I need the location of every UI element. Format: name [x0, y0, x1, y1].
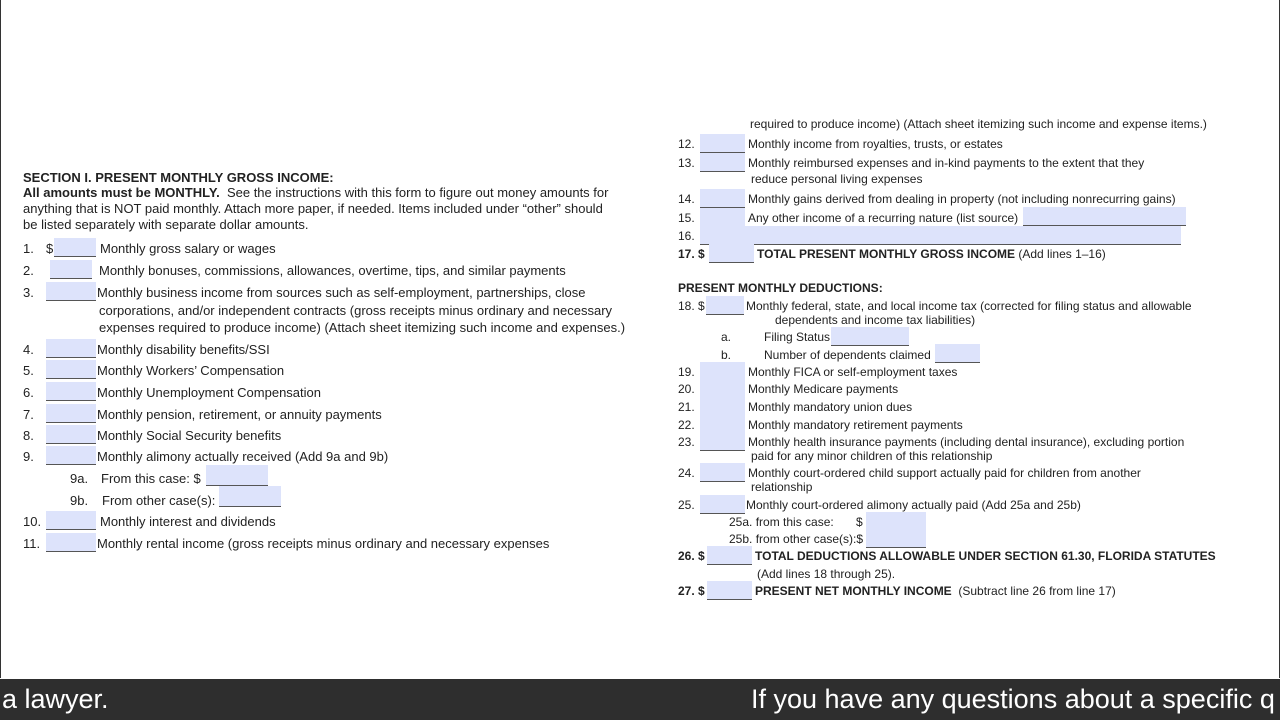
line-3-label-3: expenses required to produce income) (Attach sheet itemizing such income and expenses.): [99, 320, 626, 335]
line-21-num: 21.: [678, 400, 695, 414]
dependents-field[interactable]: [935, 344, 980, 363]
line-19-num: 19.: [678, 365, 695, 379]
line-27-num: 27. $: [678, 584, 705, 598]
line-13-num: 13.: [678, 156, 695, 170]
line-2-label: Monthly bonuses, commissions, allowances, overtime, tips, and similar payments: [99, 263, 566, 278]
line-20-num: 20.: [678, 382, 695, 396]
line-10-num: 10.: [23, 514, 42, 529]
line-23-label-2: paid for any minor children of this relationship: [751, 449, 993, 463]
line-15-source-field[interactable]: [1023, 207, 1186, 226]
line-17-field[interactable]: [709, 244, 754, 263]
line-8-label: Monthly Social Security benefits: [97, 428, 282, 443]
line-21-field[interactable]: [700, 397, 745, 416]
line-12-label: Monthly income from royalties, trusts, or estates: [748, 137, 1003, 151]
line-18b-num: b.: [721, 348, 732, 362]
section-title: SECTION I. PRESENT MONTHLY GROSS INCOME:: [23, 170, 334, 185]
line-18-label: Monthly federal, state, and local income tax (corrected for filing status and allowable: [746, 299, 1192, 313]
line-26-label: TOTAL DEDUCTIONS ALLOWABLE UNDER SECTION 61.30, FLORIDA STATUTES: [755, 549, 1216, 563]
line-25-num: 25.: [678, 498, 695, 512]
line-10-label: Monthly interest and dividends: [100, 514, 276, 529]
line-18-field[interactable]: [706, 296, 744, 315]
line-22-num: 22.: [678, 418, 695, 432]
line-3-field[interactable]: [46, 282, 96, 301]
line-2-num: 2.: [23, 263, 34, 278]
line-6-label: Monthly Unemployment Compensation: [97, 385, 321, 400]
line-19-label: Monthly FICA or self-employment taxes: [748, 365, 958, 379]
line-15-num: 15.: [678, 211, 695, 225]
caption-bar: [0, 679, 1280, 720]
intro-text-1: See the instructions with this form to figure out money amounts for: [226, 185, 609, 200]
line-5-num: 5.: [23, 363, 34, 378]
line-24-label: Monthly court-ordered child support actually paid for children from another: [748, 466, 1141, 480]
line-25a-label: 25a. from this case:: [729, 515, 834, 529]
line-11-field[interactable]: [46, 533, 96, 552]
line-16-field[interactable]: [700, 226, 1181, 245]
line-9a-num: 9a.: [70, 471, 89, 486]
line-26-label-2: (Add lines 18 through 25).: [757, 567, 896, 581]
line-8-field[interactable]: [46, 425, 96, 444]
line-18a-label: Filing Status: [764, 330, 831, 344]
line-9b-field[interactable]: [219, 486, 281, 507]
line-25b-field[interactable]: [866, 529, 926, 548]
line-25b-label: 25b. from other case(s):$: [729, 532, 864, 546]
line-6-num: 6.: [23, 385, 34, 400]
line-14-field[interactable]: [700, 189, 745, 208]
line-27-note: (Subtract line 26 from line 17): [958, 584, 1116, 598]
line-9a-label: From this case: $: [101, 471, 201, 486]
line-10-field[interactable]: [46, 511, 96, 530]
line-9-num: 9.: [23, 449, 34, 464]
line-7-label: Monthly pension, retirement, or annuity payments: [97, 407, 382, 422]
line-4-field[interactable]: [46, 339, 96, 358]
line-26-num: 26. $: [678, 549, 705, 563]
line-13-label-2: reduce personal living expenses: [751, 172, 923, 186]
line-17-num: 17. $: [678, 247, 705, 261]
filing-status-field[interactable]: [831, 327, 909, 346]
line-1-field[interactable]: [54, 238, 96, 257]
line-27-title: PRESENT NET MONTHLY INCOME: [755, 584, 952, 598]
line-16-num: 16.: [678, 229, 695, 243]
line-15-label: Any other income of a recurring nature (list source): [748, 211, 1019, 225]
line-18a-num: a.: [721, 330, 732, 344]
line-4-label: Monthly disability benefits/SSI: [97, 342, 270, 357]
line-13-field[interactable]: [700, 153, 745, 172]
line-1-dollar: $: [46, 241, 54, 256]
line-6-field[interactable]: [46, 382, 96, 401]
caption-left: a lawyer.: [2, 684, 109, 714]
line-9b-label: From other case(s):: [102, 493, 216, 508]
line-9b-num: 9b.: [70, 493, 89, 508]
line-8-num: 8.: [23, 428, 34, 443]
line-11-label: Monthly rental income (gross receipts minus ordinary and necessary expenses: [97, 536, 550, 551]
line-18-num: 18. $: [678, 299, 705, 313]
line-17-label: [757, 247, 1106, 262]
line-23-label: Monthly health insurance payments (including dental insurance), excluding portion: [748, 435, 1185, 449]
line-3-num: 3.: [23, 285, 34, 300]
line-23-field[interactable]: [700, 432, 745, 451]
line-14-label: Monthly gains derived from dealing in property (not including nonrecurring gains): [748, 192, 1176, 206]
line-21-label: Monthly mandatory union dues: [748, 400, 913, 414]
line-27-field[interactable]: [707, 581, 752, 600]
line-15-field[interactable]: [700, 208, 745, 227]
line-12-num: 12.: [678, 137, 695, 151]
line-1-num: 1.: [23, 241, 34, 256]
line-5-field[interactable]: [46, 360, 96, 379]
line-7-field[interactable]: [46, 404, 96, 423]
line-18-label-2: dependents and income tax liabilities): [775, 313, 976, 327]
line-3-label: Monthly business income from sources such as self-employment, partnerships, close: [97, 285, 586, 300]
line-12-field[interactable]: [700, 134, 745, 153]
line-9-field[interactable]: [46, 446, 96, 465]
line-24-field[interactable]: [700, 463, 745, 482]
line-3-label-2: corporations, and/or independent contracts (gross receipts minus ordinary and necessary: [99, 303, 613, 318]
line-5-label: Monthly Workers’ Compensation: [97, 363, 285, 378]
line-17-title: TOTAL PRESENT MONTHLY GROSS INCOME: [757, 247, 1016, 261]
line-22-label: Monthly mandatory retirement payments: [748, 418, 963, 432]
line-20-label: Monthly Medicare payments: [748, 382, 899, 396]
section-intro: [23, 185, 608, 200]
line-25-field[interactable]: [700, 495, 745, 514]
line-25a-dollar: $: [856, 515, 863, 529]
line-2-field[interactable]: [50, 260, 92, 279]
line-24-num: 24.: [678, 466, 695, 480]
intro-bold: All amounts must be MONTHLY.: [23, 185, 220, 200]
line-18b-label: Number of dependents claimed: [764, 348, 931, 362]
line-7-num: 7.: [23, 407, 34, 422]
line-13-label: Monthly reimbursed expenses and in-kind payments to the extent that they: [748, 156, 1145, 170]
line-20-field[interactable]: [700, 379, 745, 398]
line-26-field[interactable]: [707, 546, 752, 565]
line-25-label: Monthly court-ordered alimony actually paid (Add 25a and 25b): [746, 498, 1081, 512]
intro-text-2: anything that is NOT paid monthly. Attach more paper, if needed. Items included under “other” should: [23, 201, 603, 216]
line-1-label: Monthly gross salary or wages: [100, 241, 276, 256]
deductions-title: PRESENT MONTHLY DEDUCTIONS:: [678, 281, 883, 295]
caption-right: If you have any questions about a specific q: [751, 684, 1275, 714]
line-11-continued: required to produce income) (Attach sheet itemizing such income and expense items.): [750, 117, 1207, 131]
intro-text-3: be listed separately with separate dollar amounts.: [23, 217, 309, 232]
line-27-label: [755, 584, 1116, 599]
line-11-num: 11.: [23, 536, 41, 551]
line-24-label-2: relationship: [751, 480, 813, 494]
line-9-label: Monthly alimony actually received (Add 9a and 9b): [97, 449, 389, 464]
line-23-num: 23.: [678, 435, 695, 449]
line-9a-field[interactable]: [206, 465, 268, 486]
line-17-note: (Add lines 1–16): [1018, 247, 1106, 261]
line-4-num: 4.: [23, 342, 34, 357]
line-14-num: 14.: [678, 192, 695, 206]
